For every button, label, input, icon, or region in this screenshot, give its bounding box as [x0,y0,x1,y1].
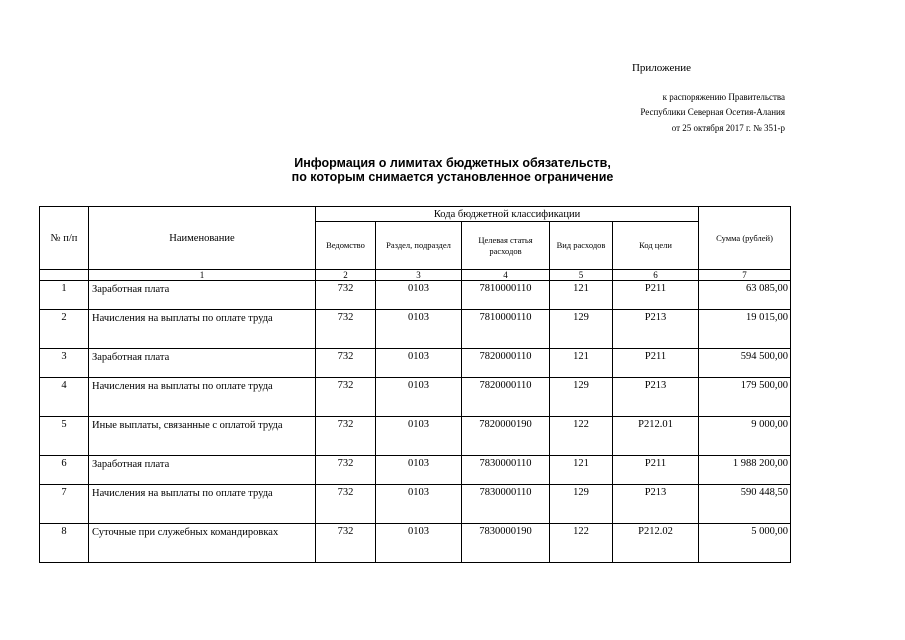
cell-code: Р211 [613,456,699,485]
document-title-line-2: по которым снимается установленное ограничение [291,170,614,184]
cell-dept: 732 [316,485,376,524]
cell-section: 0103 [376,349,462,378]
cell-num: 7 [40,485,89,524]
header-amount: Сумма (рублей) [699,207,791,270]
header-num: № п/п [40,207,89,270]
cell-target: 7810000110 [462,281,550,310]
limits-table [39,206,791,563]
cell-name: Начисления на выплаты по оплате труда [89,378,316,417]
cell-dept: 732 [316,456,376,485]
table-row [40,524,791,563]
column-number-cell: 7 [699,270,791,281]
column-number-cell: 2 [316,270,376,281]
cell-target: 7820000110 [462,378,550,417]
table-row [40,281,791,310]
table-row [40,417,791,456]
cell-num: 2 [40,310,89,349]
table-row [40,310,791,349]
cell-num: 4 [40,378,89,417]
cell-amount: 594 500,00 [699,349,791,378]
cell-num: 5 [40,417,89,456]
cell-dept: 732 [316,281,376,310]
cell-amount: 5 000,00 [699,524,791,563]
cell-target: 7830000110 [462,456,550,485]
cell-section: 0103 [376,456,462,485]
cell-name: Заработная плата [89,349,316,378]
cell-type: 129 [550,310,613,349]
cell-name: Суточные при служебных командировках [89,524,316,563]
cell-amount: 9 000,00 [699,417,791,456]
document-title-line-1: Информация о лимитах бюджетных обязательств, [294,156,611,170]
cell-type: 122 [550,524,613,563]
cell-target: 7830000190 [462,524,550,563]
cell-type: 121 [550,456,613,485]
cell-amount: 590 448,50 [699,485,791,524]
column-number-cell: 3 [376,270,462,281]
cell-target: 7810000110 [462,310,550,349]
table-row [40,456,791,485]
cell-code: Р213 [613,310,699,349]
cell-name: Начисления на выплаты по оплате труда [89,485,316,524]
appendix-line-1: к распоряжению Правительства [662,92,785,102]
cell-amount: 179 500,00 [699,378,791,417]
column-number-row [40,270,791,281]
cell-type: 122 [550,417,613,456]
cell-section: 0103 [376,378,462,417]
cell-target: 7820000110 [462,349,550,378]
cell-type: 129 [550,378,613,417]
column-number-cell: 4 [462,270,550,281]
table-body [40,270,791,563]
header-department: Ведомство [316,222,376,270]
cell-dept: 732 [316,378,376,417]
cell-target: 7820000190 [462,417,550,456]
table-row [40,349,791,378]
cell-num: 6 [40,456,89,485]
appendix-block [0,0,905,150]
cell-num: 8 [40,524,89,563]
column-number-cell [40,270,89,281]
cell-target: 7830000110 [462,485,550,524]
header-target-item: Целевая статья расходов [462,222,550,270]
column-number-cell: 5 [550,270,613,281]
cell-amount: 63 085,00 [699,281,791,310]
appendix-line-3: от 25 октября 2017 г. № 351-р [671,123,785,133]
cell-type: 129 [550,485,613,524]
header-classification: Кода бюджетной классификации [316,207,699,222]
cell-dept: 732 [316,524,376,563]
cell-num: 1 [40,281,89,310]
table-row [40,378,791,417]
cell-section: 0103 [376,417,462,456]
cell-section: 0103 [376,524,462,563]
header-expense-type: Вид расходов [550,222,613,270]
cell-section: 0103 [376,310,462,349]
cell-section: 0103 [376,485,462,524]
table-row [40,485,791,524]
header-purpose-code: Код цели [613,222,699,270]
cell-dept: 732 [316,417,376,456]
cell-code: Р212.02 [613,524,699,563]
cell-type: 121 [550,281,613,310]
cell-section: 0103 [376,281,462,310]
header-name: Наименование [89,207,316,270]
appendix-title: Приложение [631,62,691,74]
cell-amount: 1 988 200,00 [699,456,791,485]
cell-amount: 19 015,00 [699,310,791,349]
cell-dept: 732 [316,349,376,378]
cell-code: Р211 [613,281,699,310]
cell-name: Заработная плата [89,456,316,485]
cell-dept: 732 [316,310,376,349]
cell-type: 121 [550,349,613,378]
document-title [0,156,905,184]
cell-code: Р213 [613,485,699,524]
cell-name: Заработная плата [89,281,316,310]
column-number-cell: 6 [613,270,699,281]
cell-name: Иные выплаты, связанные с оплатой труда [89,417,316,456]
appendix-line-2: Республики Северная Осетия-Алания [640,107,785,117]
cell-code: Р211 [613,349,699,378]
column-number-cell: 1 [89,270,316,281]
cell-name: Начисления на выплаты по оплате труда [89,310,316,349]
cell-code: Р213 [613,378,699,417]
cell-num: 3 [40,349,89,378]
header-section: Раздел, подраздел [376,222,462,270]
cell-code: Р212.01 [613,417,699,456]
